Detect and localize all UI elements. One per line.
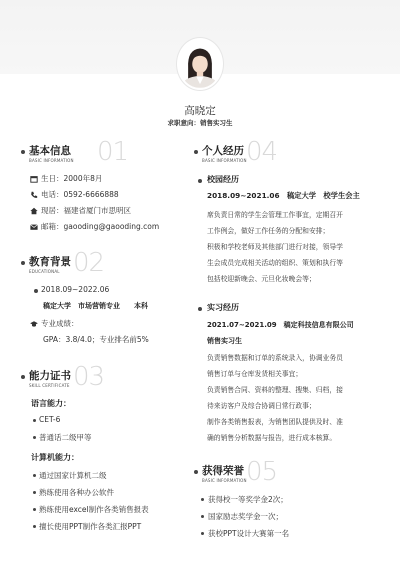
campus-bullet [198, 179, 202, 183]
section-title: 基本信息 [29, 145, 71, 157]
score-label: 专业成绩： [41, 319, 79, 328]
intern-title: 实习经历 [207, 303, 239, 312]
campus-line: 生会成员完成相关活动的组织、策划和执行等 [207, 259, 343, 267]
graduation-cap-icon [30, 320, 38, 328]
intern-line: 负责销售合同、资料的整理、搜集、归档，接 [207, 386, 343, 394]
phone-row [30, 189, 119, 200]
award-item: 获得校一等奖学金2次； [208, 495, 288, 504]
section-awards-header [194, 457, 344, 491]
section-dot-icon [21, 375, 25, 379]
intern-role: 销售实习生 [207, 337, 242, 345]
section-number: 03 [73, 362, 105, 392]
score-row [30, 318, 79, 329]
award-item: 国家励志奖学金一次； [208, 512, 283, 521]
section-title: 获得荣誉 [202, 465, 244, 477]
section-number: 01 [97, 137, 129, 167]
intern-line: 制作各类销售报表，为销售团队提供及时、准 [207, 418, 343, 426]
intern-bullet [198, 307, 202, 311]
section-education-header [21, 248, 171, 282]
section-subtitle: EDUCATIONAL [29, 269, 60, 274]
candidate-name: 高晓定 [184, 105, 216, 117]
phone-icon [30, 191, 38, 199]
campus-title: 校园经历 [207, 175, 239, 184]
computer-item: 熟练使用各种办公软件 [39, 488, 114, 497]
section-number: 02 [73, 248, 105, 278]
list-bullet [201, 532, 204, 535]
education-bullet [34, 289, 38, 293]
list-bullet [33, 436, 36, 439]
intern-line: 确的销售分析数据与报告，进行成本核算。 [207, 434, 337, 442]
campus-line: 席负责日常的学生会管理工作事宜，定期召开 [207, 211, 343, 219]
list-bullet [33, 419, 36, 422]
language-item: 普通话二级甲等 [39, 433, 92, 442]
section-basic-info-header [21, 137, 171, 171]
computer-item: 熟练使用excel制作各类销售报表 [39, 505, 149, 514]
section-dot-icon [194, 150, 198, 154]
birth-row [30, 173, 102, 184]
campus-head: 2018.09~2021.06 稿定大学 校学生会主 [207, 191, 360, 200]
phone-text: 电话：0592-6666888 [41, 190, 119, 199]
education-period: 2018.09~2022.06 [41, 285, 110, 294]
mail-icon [30, 223, 38, 231]
language-title: 语言能力： [31, 399, 71, 408]
section-subtitle: BASIC INFORMATION [29, 158, 74, 163]
intern-line: 待来访客户及综合协调日常行政事； [207, 402, 316, 410]
section-title: 能力证书 [29, 370, 71, 382]
job-intent: 求职意向：销售实习生 [167, 119, 233, 127]
section-dot-icon [21, 150, 25, 154]
campus-line: 积极和学校老师及其他部门进行对接，领导学 [207, 243, 343, 251]
section-subtitle: BASIC INFORMATION [202, 158, 247, 163]
computer-item: 通过国家计算机二级 [39, 471, 107, 480]
home-icon [30, 207, 38, 215]
computer-item: 擅长使用PPT制作各类汇报PPT [39, 522, 142, 531]
campus-line: 工作例会，做好工作任务的分配和安排； [207, 227, 330, 235]
email-row [30, 221, 159, 232]
section-number: 04 [246, 137, 278, 167]
list-bullet [33, 525, 36, 528]
list-bullet [33, 508, 36, 511]
education-detail: 稿定大学 市场营销专业 本科 [43, 302, 148, 310]
calendar-icon [30, 175, 38, 183]
intern-line: 负责销售数据和订单的系统录入，协调业务员 [207, 354, 343, 362]
avatar [177, 38, 223, 90]
section-title: 教育背景 [29, 256, 71, 268]
list-bullet [33, 491, 36, 494]
avatar-portrait-icon [179, 40, 221, 88]
birth-text: 生日：2000年8月 [41, 174, 103, 183]
language-item: CET-6 [39, 415, 61, 424]
list-bullet [201, 515, 204, 518]
section-subtitle: SKILL CERTIFICATE [29, 383, 70, 388]
intern-head: 2021.07~2021.09 稿定科技信息有限公司 [207, 321, 354, 329]
section-subtitle: BASIC INFORMATION [202, 478, 247, 483]
list-bullet [201, 498, 204, 501]
address-text: 现居：福建省厦门市思明区 [41, 206, 131, 215]
address-row [30, 205, 131, 216]
score-value: GPA：3.8/4.0；专业排名前5% [43, 335, 149, 344]
intern-line: 销售订单与仓库发货相关事宜； [207, 370, 303, 378]
section-dot-icon [194, 470, 198, 474]
section-dot-icon [21, 261, 25, 265]
section-experience-header [194, 137, 344, 171]
section-title: 个人经历 [202, 145, 244, 157]
section-skills-header [21, 362, 171, 396]
computer-title: 计算机能力： [31, 453, 79, 462]
award-item: 获校PPT设计大赛第一名 [208, 529, 290, 538]
section-number: 05 [246, 457, 278, 487]
list-bullet [33, 474, 36, 477]
campus-line: 包括校迎新晚会、元旦化妆晚会等； [207, 275, 316, 283]
email-text: 邮箱：gaooding@gaooding.com [41, 222, 160, 231]
